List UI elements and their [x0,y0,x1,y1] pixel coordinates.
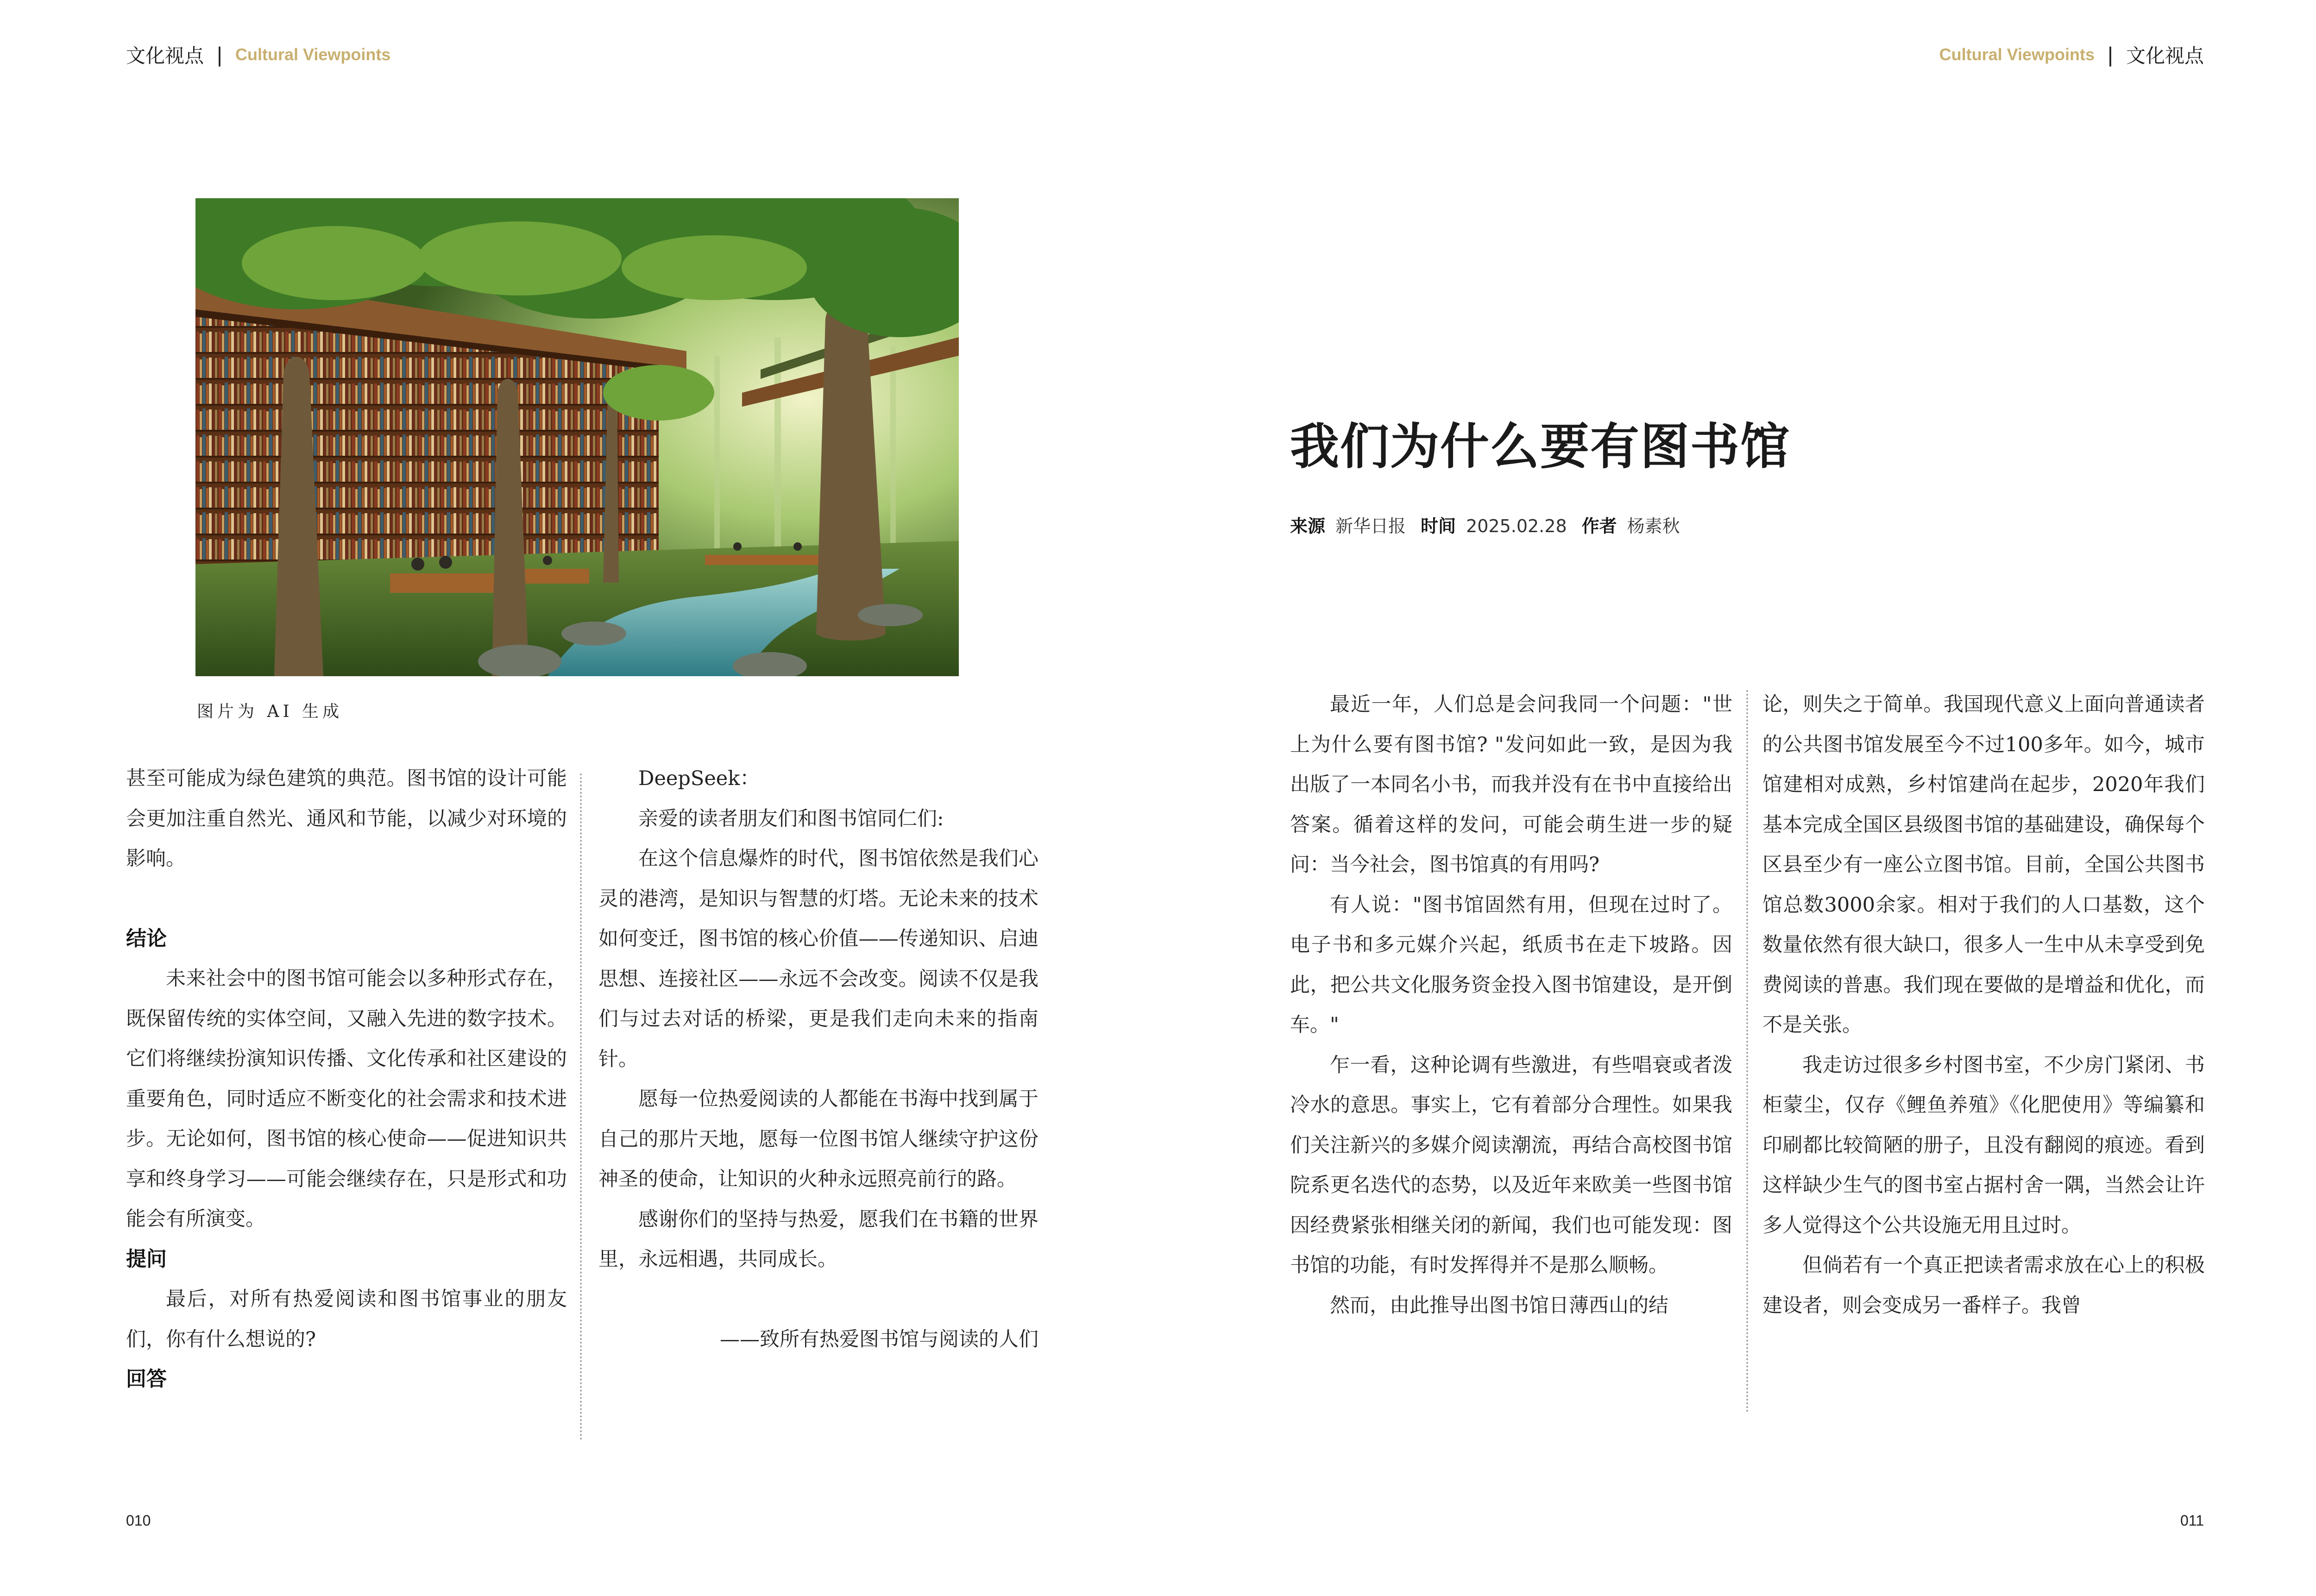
paragraph: 有人说："图书馆固然有用，但现在过时了。电子书和多元媒介兴起，纸质书在走下坡路。因此，把公共文化服务资金投入图书馆建设，是开倒车。" [1290,893,1732,1037]
paragraph: 然而，由此推导出图书馆日薄西山的结 [1330,1294,1668,1317]
signature: ——致所有热爱图书馆与阅读的人们 [720,1327,1038,1351]
section-name-en: Cultural Viewpoints [235,45,391,64]
paragraph: 论，则失之于简单。我国现代意义上面向普通读者的公共图书馆发展至今不过100多年。如今，城市馆建相对成熟，乡村馆建尚在起步，2020年我们基本完成全国区县级图书馆的基础建设，确保每个区县至少有一座公立图书馆。目前，全国公共图书馆总数3000余家。相对于我们的人口基数，这个数量依然有很大缺口，很多人一生中从未享受到免费阅读的普惠。我们现在要做的是增益和优化，而不是关张。 [1762,693,2205,1037]
paragraph: 但倘若有一个真正把读者需求放在心上的积极建设者，则会变成另一番样子。我曾 [1762,1254,2205,1317]
author-value: 杨素秋 [1627,516,1680,536]
source-label: 来源 [1290,516,1326,536]
article-meta [1290,512,1695,537]
paragraph: 最近一年，人们总是会问我同一个问题："世上为什么要有图书馆? "发问如此一致，是因为我出版了一本同名小书，而我并没有在书中直接给出答案。循着这样的发问，可能会萌生进一步的疑问：当今社会，图书馆真的有用吗? [1290,693,1732,876]
paragraph: 在这个信息爆炸的时代，图书馆依然是我们心灵的港湾，是知识与智慧的灯塔。无论未来的技术如何变迁，图书馆的核心价值——传递知识、启迪思想、连接社区——永远不会改变。阅读不仅是我们与过去对话的桥梁，更是我们走向未来的指南针。 [598,847,1038,1071]
paragraph: 感谢你们的坚持与热爱，愿我们在书籍的世界里，永远相遇，共同成长。 [598,1207,1038,1271]
header-separator: | [217,43,222,67]
date-value: 2025.02.28 [1466,516,1567,536]
date-label: 时间 [1421,516,1456,536]
speaker-label: DeepSeek： [638,767,760,790]
author-label: 作者 [1581,516,1617,536]
right-page-column-1 [1290,685,1732,1326]
heading-question: 提问 [126,1247,167,1271]
paragraph: 甚至可能成为绿色建筑的典范。图书馆的设计可能会更加注重自然光、通风和节能，以减少对环境的影响。 [126,767,567,870]
section-name-cn: 文化视点 [126,44,204,67]
right-running-header [1939,41,2204,69]
hero-illustration [195,198,959,676]
heading-conclusion: 结论 [126,926,167,950]
column-divider [580,773,582,1440]
page-number-right: 011 [2180,1512,2204,1529]
paragraph: 愿每一位热爱阅读的人都能在书海中找到属于自己的那片天地，愿每一位图书馆人继续守护这份神圣的使命，让知识的火种永远照亮前行的路。 [598,1087,1038,1191]
left-page-column-1 [126,759,567,1400]
greeting: 亲爱的读者朋友们和图书馆同仁们: [638,807,944,830]
heading-answer: 回答 [126,1367,167,1391]
section-name-cn: 文化视点 [2126,44,2204,67]
article-title: 我们为什么要有图书馆 [1290,418,1790,475]
left-running-header [126,41,390,69]
paragraph: 未来社会中的图书馆可能会以多种形式存在，既保留传统的实体空间，又融入先进的数字技术。它们将继续扮演知识传播、文化传承和社区建设的重要角色，同时适应不断变化的社会需求和技术进步。无论如何，图书馆的核心使命——促进知识共享和终身学习——可能会继续存在，只是形式和功能会有所演变。 [126,967,567,1231]
column-divider [1746,690,1748,1413]
section-name-en: Cultural Viewpoints [1939,45,2095,64]
paragraph: 最后，对所有热爱阅读和图书馆事业的朋友们，你有什么想说的? [126,1288,567,1351]
page-number-left: 010 [126,1512,151,1529]
left-page-column-2 [598,759,1038,1359]
paragraph: 乍一看，这种论调有些激进，有些唱衰或者泼冷水的意思。事实上，它有着部分合理性。如果我们关注新兴的多媒介阅读潮流，再结合高校图书馆院系更名迭代的态势，以及近年来欧美一些图书馆因经费紧张相继关闭的新闻，我们也可能发现：图书馆的功能，有时发挥得并不是那么顺畅。 [1290,1053,1732,1277]
right-page-column-2 [1762,685,2205,1326]
header-separator: | [2108,43,2113,67]
paragraph: 我走访过很多乡村图书室，不少房门紧闭、书柜蒙尘，仅存《鲤鱼养殖》《化肥使用》等编纂和印刷都比较简陋的册子，且没有翻阅的痕迹。看到这样缺少生气的图书室占据村舍一隅，当然会让许多人觉得这个公共设施无用且过时。 [1762,1053,2205,1237]
figure-caption: 图片为 AI 生成 [197,702,343,721]
source-value: 新华日报 [1335,516,1406,536]
